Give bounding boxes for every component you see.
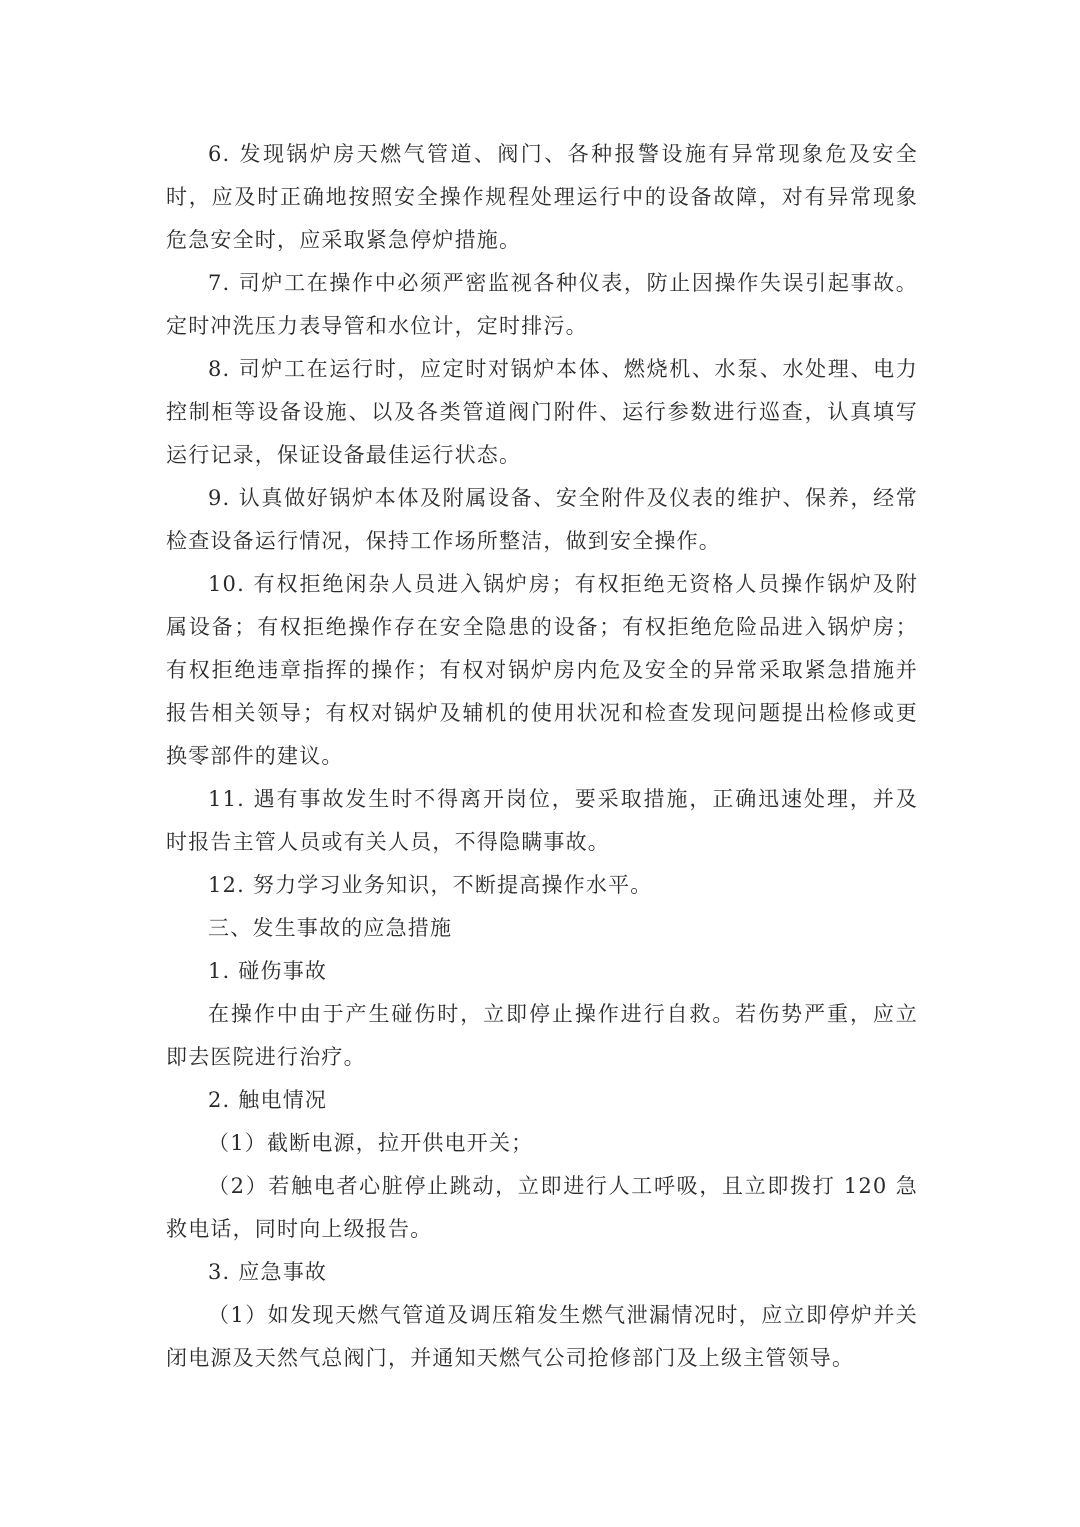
document-page xyxy=(166,133,918,1380)
paragraph-item-6: 6. 发现锅炉房天燃气管道、阀门、各种报警设施有异常现象危及安全时，应及时正确地按照安全操作规程处理运行中的设备故障，对有异常现象危急安全时，应采取紧急停炉措施。 xyxy=(166,142,918,252)
section-heading-emergency: 三、发生事故的应急措施 xyxy=(208,916,453,940)
paragraph-injury: 在操作中由于产生碰伤时，立即停止操作进行自救。若伤势严重，应立即去医院进行治疗。 xyxy=(166,1002,918,1069)
paragraph-item-12: 12. 努力学习业务知识，不断提高操作水平。 xyxy=(208,873,653,897)
paragraph-item-11: 11. 遇有事故发生时不得离开岗位，要采取措施，正确迅速处理，并及时报告主管人员或有关人员，不得隐瞒事故。 xyxy=(166,787,918,854)
paragraph-shock-step-1: （1）截断电源，拉开供电开关； xyxy=(208,1131,534,1155)
subheading-injury: 1. 碰伤事故 xyxy=(208,959,328,983)
paragraph-item-7: 7. 司炉工在操作中必须严密监视各种仪表，防止因操作失误引起事故。定时冲洗压力表导管和水位计，定时排污。 xyxy=(166,271,918,338)
paragraph-gas-leak-step-1: （1）如发现天燃气管道及调压箱发生燃气泄漏情况时，应立即停炉并关闭电源及天然气总阀门，并通知天燃气公司抢修部门及上级主管领导。 xyxy=(166,1303,918,1370)
paragraph-item-9: 9. 认真做好锅炉本体及附属设备、安全附件及仪表的维护、保养，经常检查设备运行情况，保持工作场所整洁，做到安全操作。 xyxy=(166,486,918,553)
paragraph-item-8: 8. 司炉工在运行时，应定时对锅炉本体、燃烧机、水泵、水处理、电力控制柜等设备设施、以及各类管道阀门附件、运行参数进行巡查，认真填写运行记录，保证设备最佳运行状态。 xyxy=(166,357,918,467)
subheading-emergency-accident: 3. 应急事故 xyxy=(208,1260,328,1284)
paragraph-item-10: 10. 有权拒绝闲杂人员进入锅炉房；有权拒绝无资格人员操作锅炉及附属设备；有权拒绝操作存在安全隐患的设备；有权拒绝危险品进入锅炉房；有权拒绝违章指挥的操作；有权对锅炉房内危及安全的异常采取紧急措施并报告相关领导；有权对锅炉及辅机的使用状况和检查发现问题提出检修或更换零部件的建议。 xyxy=(166,572,918,768)
paragraph-shock-step-2: （2）若触电者心脏停止跳动，立即进行人工呼吸，且立即拨打 120 急救电话，同时向上级报告。 xyxy=(166,1174,918,1241)
subheading-electric-shock: 2. 触电情况 xyxy=(208,1088,328,1112)
